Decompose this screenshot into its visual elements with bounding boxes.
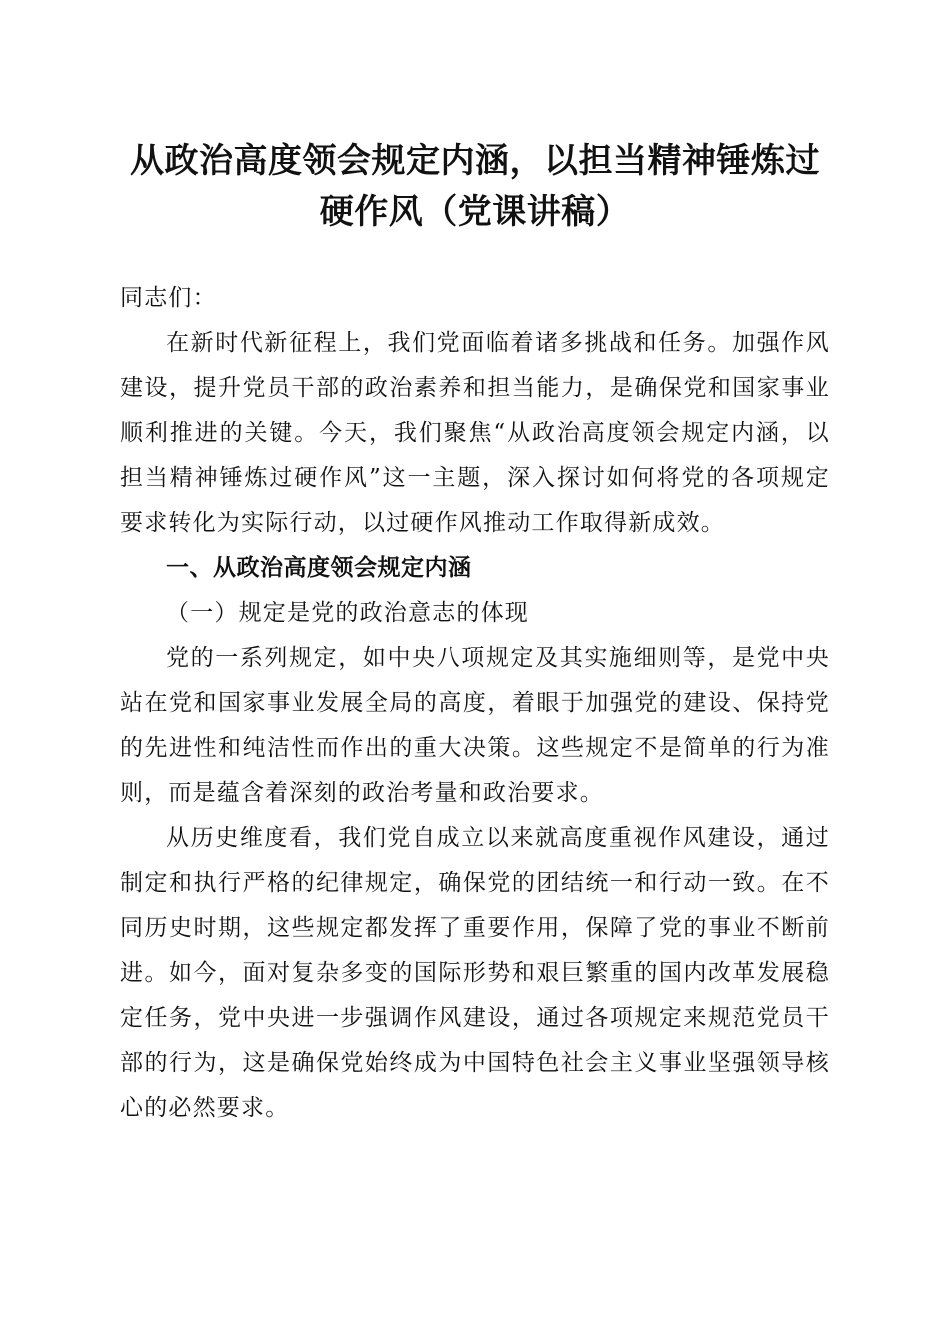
body-paragraph-3: 从历史维度看，我们党自成立以来就高度重视作风建设，通过制定和执行严格的纪律规定，确保党的团结统一和行动一致。在不同历史时期，这些规定都发挥了重要作用，保障了党的事业不断前进。如今，面对复杂多变的国际形势和艰巨繁重的国内改革发展稳定任务，党中央进一步强调作风建设，通过各项规定来规范党员干部的行为，这是确保党始终成为中国特色社会主义事业坚强领导核心的必然要求。: [120, 825, 830, 1121]
title-line-2: 硬作风（党课讲稿）: [319, 192, 631, 232]
title-line-1: 从政治高度领会规定内涵，以担当精神锤炼过: [130, 141, 820, 181]
intro-paragraph: 在新时代新征程上，我们党面临着诸多挑战和任务。加强作风建设，提升党员干部的政治素养和担当能力，是确保党和国家事业顺利推进的关键。今天，我们聚焦“从政治高度领会规定内涵，以担当精神锤炼过硬作风”这一主题，深入探讨如何将党的各项规定要求转化为实际行动，以过硬作风推动工作取得新成效。: [120, 330, 830, 536]
salutation: 同志们：: [120, 285, 217, 311]
document-body: [120, 276, 830, 1131]
section-heading-1: 一、从政治高度领会规定内涵: [166, 555, 472, 581]
body-paragraph-2: 党的一系列规定，如中央八项规定及其实施细则等，是党中央站在党和国家事业发展全局的高度，着眼于加强党的建设、保持党的先进性和纯洁性而作出的重大决策。这些规定不是简单的行为准则，而是蕴含着深刻的政治考量和政治要求。: [120, 645, 830, 806]
subsection-heading-1: （一）规定是党的政治意志的体现: [166, 600, 529, 626]
document-title: [100, 136, 850, 238]
